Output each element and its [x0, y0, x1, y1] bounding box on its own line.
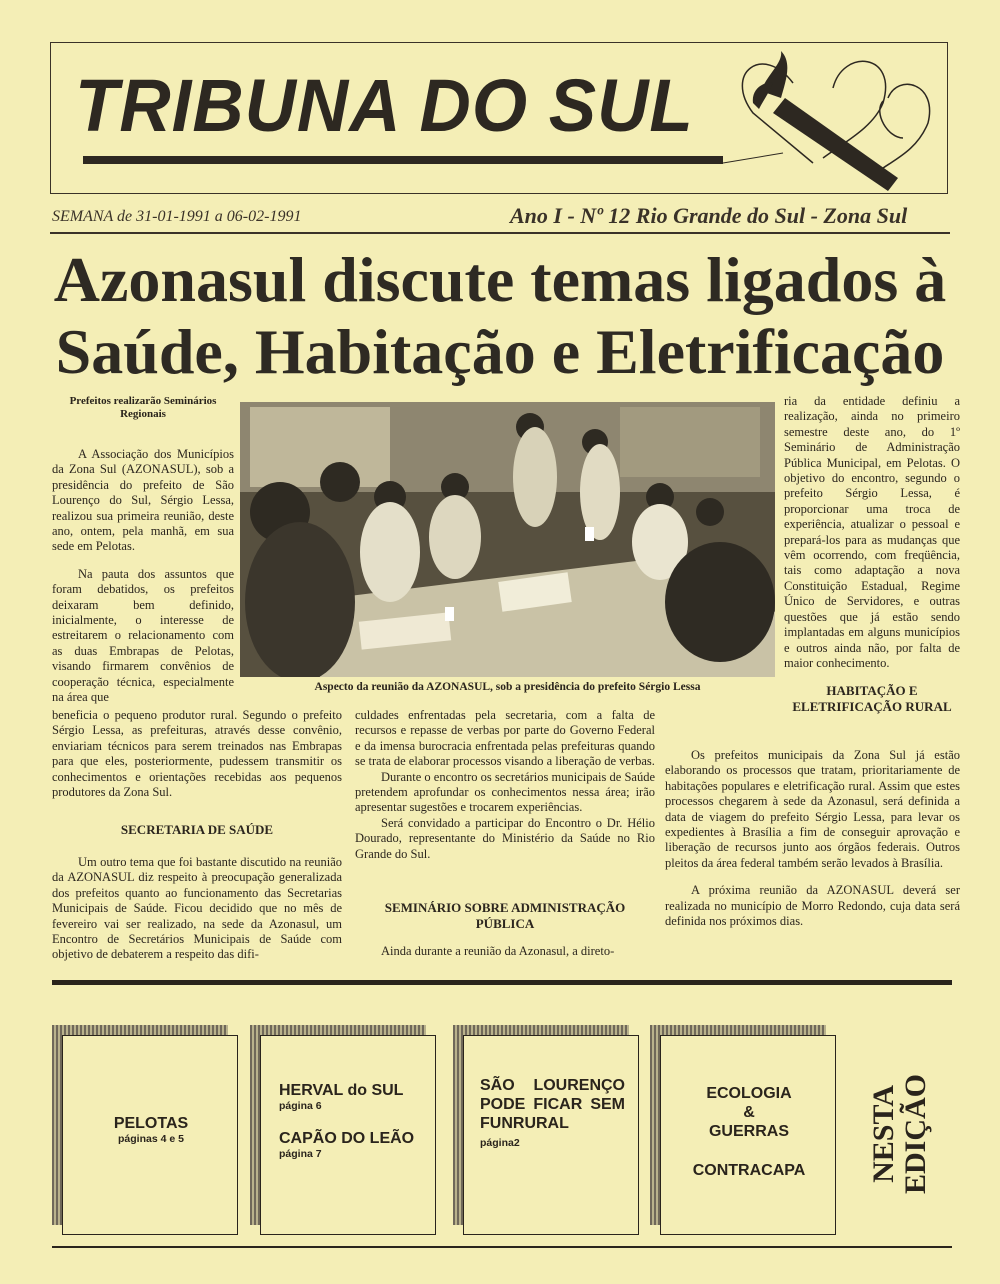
index-box-sao-lourenco[interactable] — [463, 1035, 639, 1235]
paragraph: beneficia o pequeno produtor rural. Segundo o prefeito Sérgio Lessa, as prefeituras, através desse convênio, enviariam técnicos para serem treinados nas Embrapas para que eles, posteriormente, pudessem transmitir os conhecimentos e orientações recebidas aos pequenos produtores da Zona Sul. — [52, 708, 342, 800]
article-col1-saude — [52, 855, 342, 963]
index-title: CONTRACAPA — [692, 1162, 806, 1179]
section-divider — [52, 980, 952, 985]
paragraph: Será convidado a participar do Encontro o Dr. Hélio Dourado, representante do Ministério da Saúde no Rio Grande do Sul. — [355, 815, 655, 861]
subhead-habitacao: HABITAÇÃO E ELETRIFICAÇÃO RURAL — [792, 683, 952, 714]
label-line: EDIÇÃO — [899, 1073, 933, 1195]
newspaper-title: TRIBUNA DO SUL — [75, 65, 694, 148]
index-box-ecologia[interactable] — [660, 1035, 836, 1235]
article-col1-upper — [52, 447, 234, 706]
index-title: GUERRAS — [708, 1123, 789, 1140]
paragraph: A Associação dos Municípios da Zona Sul (AZONASUL), sob a presidência do prefeito de São Lourenço do Sul, Sérgio Lessa, realizou sua primeira reunião, deste ano, ontem, pela manhã, em sua sede em Pelotas. — [52, 447, 234, 554]
paragraph: Um outro tema que foi bastante discutido na reunião da AZONASUL diz respeito à preocupação generalizada dos prefeitos quanto ao funcionamento das Secretarias Municipais de Saúde. Ficou decidido que no mês de fevereiro vai ser realizado, na sede da Azonasul, um Encontro de Secretários Municipais de Saúde com objetivo de debaterem a respeito das difi- — [52, 855, 342, 962]
index-title: PELOTAS — [113, 1115, 189, 1132]
index-title: CAPÃO DO LEÃO — [279, 1130, 415, 1147]
photo-caption: Aspecto da reunião da AZONASUL, sob a presidência do prefeito Sérgio Lessa — [314, 681, 701, 693]
paragraph: Durante o encontro os secretários municipais de Saúde pretendem aprofundar os conhecimentos nessa área; irão apresentar sugestões e trocarem experiências. — [355, 769, 655, 815]
masthead-rule — [83, 156, 723, 164]
nesta-edicao-label — [856, 1030, 944, 1238]
paragraph: ria da entidade definiu a realização, ainda no primeiro semestre deste ano, do 1º Seminário de Administração Pública Municipal, em Pelotas. O objetivo do encontro, segundo o prefeito Sérgio Lessa, é proporcionar uma troca de experiência, atualizar o pessoal e prepará-los para as mudanças que vêm ocorrendo, com freqüência, tais como adaptação a nova Constituição Estadual, Regime Único de Servidores, e outras questões que já estão sendo implantadas em alguns municípios e outros ainda não, por falta de maior conhecimento. — [784, 394, 960, 670]
index-page: página 6 — [279, 1100, 322, 1112]
bottom-rule — [52, 1246, 952, 1248]
label-line: NESTA — [867, 1085, 901, 1183]
header-rule — [50, 232, 950, 234]
index-page: páginas 4 e 5 — [118, 1133, 184, 1145]
headline-line-1: Azonasul discute temas ligados à — [53, 244, 947, 315]
index-page: página 7 — [279, 1148, 322, 1160]
article-col3-upper — [784, 394, 960, 671]
paragraph: A próxima reunião da AZONASUL deverá ser realizada no município de Morro Redondo, cuja data será definida nos próximos dias. — [665, 883, 960, 929]
torch-hearts-logo — [723, 43, 943, 193]
masthead — [50, 42, 948, 194]
subhead-saude: SECRETARIA DE SAÚDE — [120, 822, 274, 837]
paragraph: culdades enfrentadas pela secretaria, com a falta de recursos e repasse de verbas por parte do Governo Federal e da imensa burocracia enfrentada pelas prefeituras quando se trata de elaborar processos visando a liberação de verbas. — [355, 708, 655, 769]
index-box-pelotas[interactable] — [62, 1035, 238, 1235]
article-col2 — [355, 708, 655, 862]
article-col3-lower — [665, 748, 960, 929]
index-title: & — [743, 1104, 755, 1121]
meeting-photo — [240, 402, 775, 677]
index-title: HERVAL do SUL — [279, 1082, 404, 1099]
kicker: Prefeitos realizarão Seminários Regionais — [69, 395, 217, 420]
index-page: página2 — [480, 1137, 520, 1149]
index-title: ECOLOGIA — [706, 1085, 792, 1102]
index-title: SÃO LOURENÇO PODE FICAR SEM FUNRURAL — [480, 1077, 625, 1132]
article-col2-end — [355, 944, 655, 959]
week-dates: SEMANA de 31-01-1991 a 06-02-1991 — [52, 208, 302, 225]
paragraph: Ainda durante a reunião da Azonasul, a direto- — [381, 944, 615, 958]
paragraph: Na pauta dos assuntos que foram debatidos, os prefeitos deixaram bem definido, inicialmente, o interesse de estreitarem o relacionamento com as duas Embrapas de Pelotas, visando firmarem convênios de cooperação técnica, especialmente na área que — [52, 566, 234, 705]
headline-line-2: Saúde, Habitação e Eletrificação — [55, 316, 945, 387]
edition-info: Ano I - Nº 12 Rio Grande do Sul - Zona Sul — [510, 203, 908, 228]
subhead-seminario: SEMINÁRIO SOBRE ADMINISTRAÇÃO PÚBLICA — [384, 900, 626, 931]
index-box-herval-capao[interactable] — [260, 1035, 436, 1235]
paragraph: Os prefeitos municipais da Zona Sul já estão elaborando os processos que tratam, prioritariamente de habitações populares e eletrificação rural. Assim que estes processos chegarem à sede da Azonasul, será definida a data de viagem do prefeito Sérgio Lessa, para levar os expedientes à Brasília a fim de conseguir aprovação e liberação de recursos junto aos órgãos federais. Outros pleitos da área federal também serão levados à Brasília. — [665, 748, 960, 870]
article-col1-lower — [52, 708, 342, 800]
